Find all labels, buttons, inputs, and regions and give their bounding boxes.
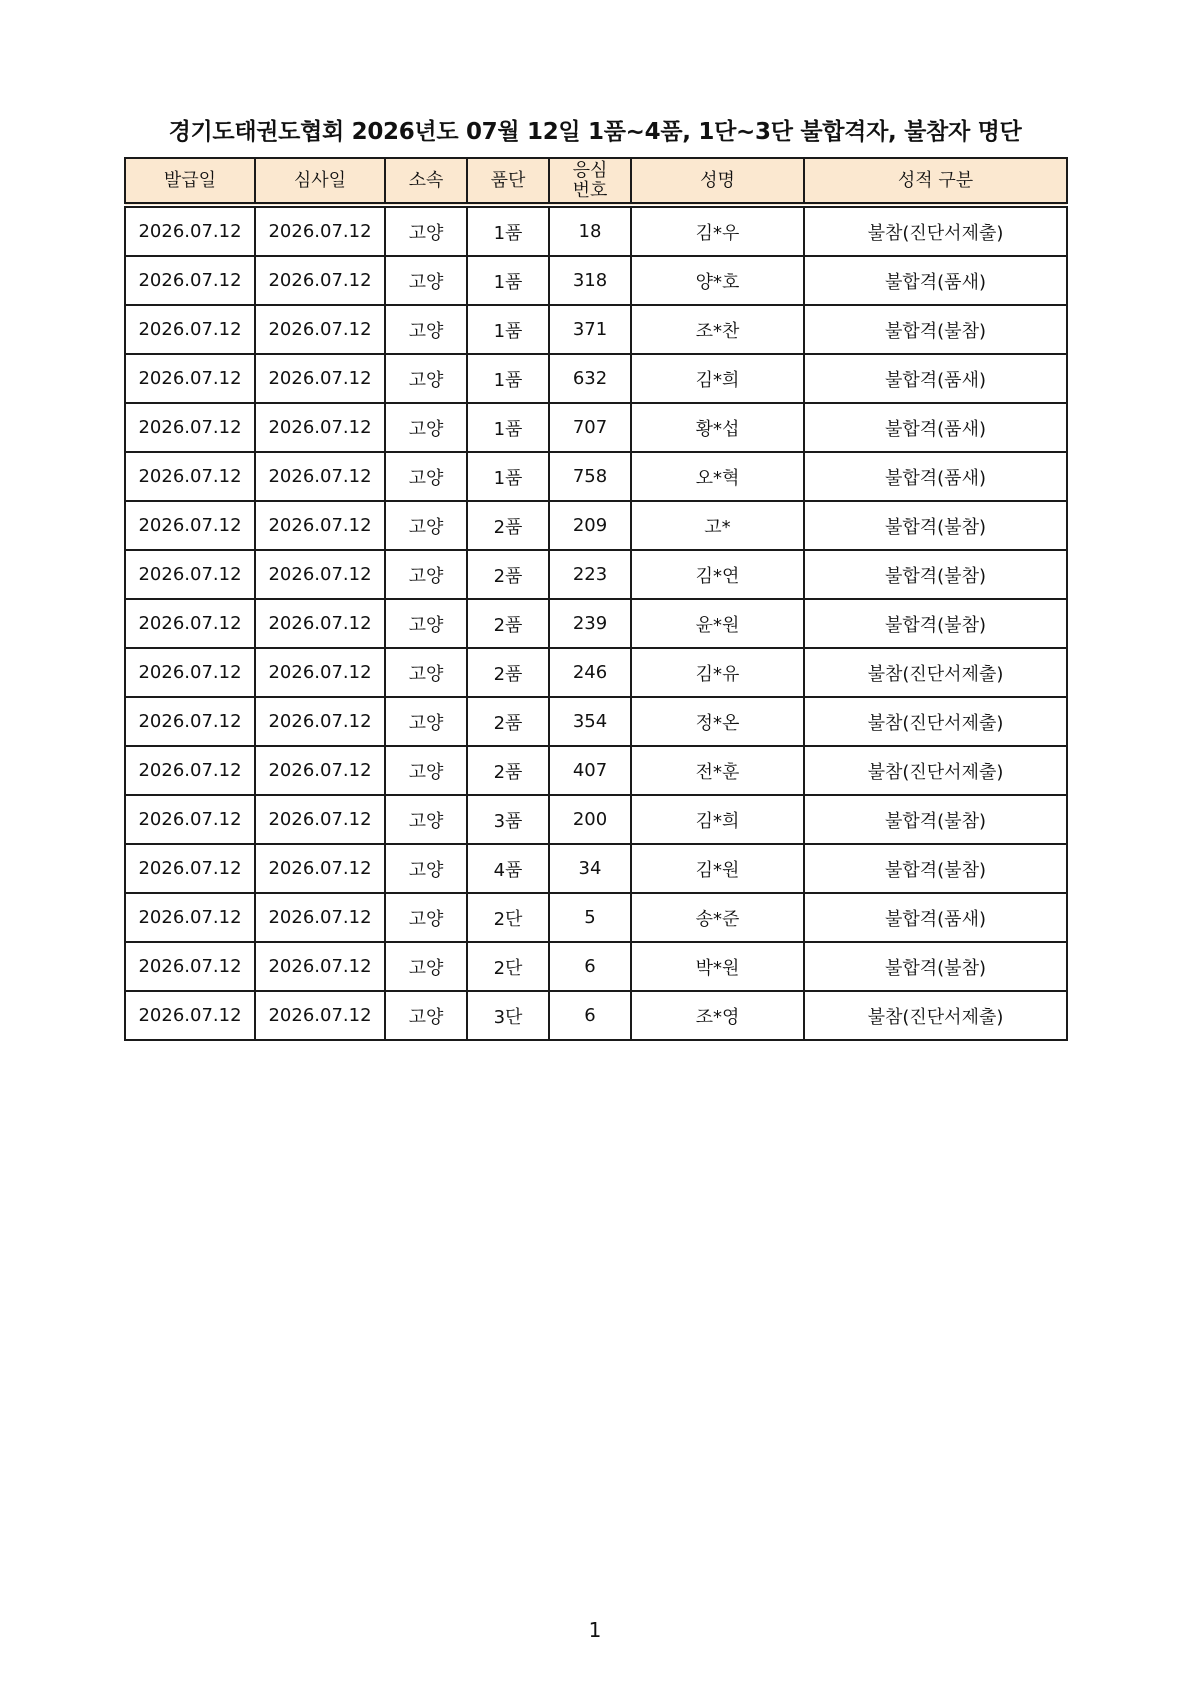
table-row [125, 205, 1067, 256]
cell-name: 김*원 [631, 844, 804, 893]
table-row [125, 305, 1067, 354]
cell-exam-date: 2026.07.12 [255, 795, 385, 844]
cell-exam-number: 371 [549, 305, 631, 354]
cell-result: 불참(진단서제출) [804, 205, 1067, 256]
cell-exam-date: 2026.07.12 [255, 403, 385, 452]
cell-exam-date: 2026.07.12 [255, 305, 385, 354]
table-row [125, 256, 1067, 305]
cell-issue-date: 2026.07.12 [125, 599, 255, 648]
cell-affiliation: 고양 [385, 550, 467, 599]
header-affiliation: 소속 [385, 158, 467, 205]
cell-exam-number: 223 [549, 550, 631, 599]
cell-exam-date: 2026.07.12 [255, 697, 385, 746]
cell-affiliation: 고양 [385, 354, 467, 403]
cell-affiliation: 고양 [385, 452, 467, 501]
header-result: 성적 구분 [804, 158, 1067, 205]
table-row [125, 403, 1067, 452]
header-issue-date: 발급일 [125, 158, 255, 205]
cell-rank: 2품 [467, 501, 549, 550]
table-row [125, 697, 1067, 746]
cell-rank: 2품 [467, 697, 549, 746]
cell-result: 불참(진단서제출) [804, 697, 1067, 746]
cell-result: 불합격(불참) [804, 795, 1067, 844]
cell-exam-number: 632 [549, 354, 631, 403]
table-row [125, 746, 1067, 795]
cell-name: 고* [631, 501, 804, 550]
cell-rank: 4품 [467, 844, 549, 893]
header-exam-date: 심사일 [255, 158, 385, 205]
cell-affiliation: 고양 [385, 893, 467, 942]
header-exam-number [549, 158, 631, 205]
cell-issue-date: 2026.07.12 [125, 697, 255, 746]
cell-exam-number: 707 [549, 403, 631, 452]
cell-exam-date: 2026.07.12 [255, 991, 385, 1040]
cell-name: 김*희 [631, 795, 804, 844]
cell-rank: 1품 [467, 452, 549, 501]
table-row [125, 550, 1067, 599]
page-number: 1 [588, 1618, 602, 1642]
cell-affiliation: 고양 [385, 942, 467, 991]
cell-affiliation: 고양 [385, 697, 467, 746]
cell-exam-number: 209 [549, 501, 631, 550]
cell-exam-number: 6 [549, 942, 631, 991]
cell-result: 불합격(불참) [804, 942, 1067, 991]
cell-exam-date: 2026.07.12 [255, 599, 385, 648]
table-row [125, 991, 1067, 1040]
cell-name: 조*영 [631, 991, 804, 1040]
cell-affiliation: 고양 [385, 648, 467, 697]
cell-affiliation: 고양 [385, 205, 467, 256]
cell-result: 불합격(불참) [804, 550, 1067, 599]
cell-rank: 2단 [467, 942, 549, 991]
cell-exam-date: 2026.07.12 [255, 354, 385, 403]
cell-result: 불참(진단서제출) [804, 746, 1067, 795]
header-row [125, 158, 1067, 205]
cell-name: 송*준 [631, 893, 804, 942]
table-row [125, 942, 1067, 991]
cell-exam-date: 2026.07.12 [255, 746, 385, 795]
cell-issue-date: 2026.07.12 [125, 795, 255, 844]
cell-issue-date: 2026.07.12 [125, 844, 255, 893]
cell-exam-date: 2026.07.12 [255, 205, 385, 256]
cell-exam-date: 2026.07.12 [255, 452, 385, 501]
cell-affiliation: 고양 [385, 501, 467, 550]
cell-result: 불합격(품새) [804, 893, 1067, 942]
cell-exam-number: 6 [549, 991, 631, 1040]
cell-exam-number: 246 [549, 648, 631, 697]
cell-issue-date: 2026.07.12 [125, 746, 255, 795]
cell-issue-date: 2026.07.12 [125, 305, 255, 354]
cell-exam-number: 354 [549, 697, 631, 746]
cell-result: 불합격(불참) [804, 599, 1067, 648]
cell-exam-number: 318 [549, 256, 631, 305]
cell-name: 윤*원 [631, 599, 804, 648]
cell-issue-date: 2026.07.12 [125, 991, 255, 1040]
cell-issue-date: 2026.07.12 [125, 403, 255, 452]
cell-exam-date: 2026.07.12 [255, 256, 385, 305]
cell-exam-number: 18 [549, 205, 631, 256]
cell-result: 불합격(불참) [804, 844, 1067, 893]
table-row [125, 844, 1067, 893]
cell-name: 박*원 [631, 942, 804, 991]
cell-name: 황*섭 [631, 403, 804, 452]
header-name: 성명 [631, 158, 804, 205]
cell-issue-date: 2026.07.12 [125, 354, 255, 403]
cell-exam-date: 2026.07.12 [255, 844, 385, 893]
cell-rank: 2단 [467, 893, 549, 942]
cell-issue-date: 2026.07.12 [125, 256, 255, 305]
cell-affiliation: 고양 [385, 403, 467, 452]
cell-issue-date: 2026.07.12 [125, 205, 255, 256]
cell-affiliation: 고양 [385, 991, 467, 1040]
table-row [125, 893, 1067, 942]
cell-issue-date: 2026.07.12 [125, 893, 255, 942]
cell-exam-number: 407 [549, 746, 631, 795]
cell-result: 불합격(품새) [804, 452, 1067, 501]
cell-rank: 2품 [467, 746, 549, 795]
cell-affiliation: 고양 [385, 795, 467, 844]
cell-issue-date: 2026.07.12 [125, 648, 255, 697]
cell-exam-number: 5 [549, 893, 631, 942]
table-row [125, 795, 1067, 844]
cell-rank: 1품 [467, 305, 549, 354]
cell-name: 김*연 [631, 550, 804, 599]
cell-issue-date: 2026.07.12 [125, 550, 255, 599]
cell-result: 불참(진단서제출) [804, 648, 1067, 697]
cell-rank: 1품 [467, 403, 549, 452]
cell-result: 불합격(불참) [804, 305, 1067, 354]
cell-exam-date: 2026.07.12 [255, 893, 385, 942]
roster-table [124, 157, 1068, 1041]
cell-result: 불합격(품새) [804, 403, 1067, 452]
cell-exam-number: 758 [549, 452, 631, 501]
cell-result: 불합격(품새) [804, 256, 1067, 305]
cell-name: 오*혁 [631, 452, 804, 501]
cell-rank: 2품 [467, 648, 549, 697]
cell-rank: 1품 [467, 354, 549, 403]
header-rank: 품단 [467, 158, 549, 205]
cell-exam-number: 34 [549, 844, 631, 893]
cell-issue-date: 2026.07.12 [125, 452, 255, 501]
cell-issue-date: 2026.07.12 [125, 501, 255, 550]
cell-exam-number: 200 [549, 795, 631, 844]
cell-affiliation: 고양 [385, 305, 467, 354]
cell-exam-date: 2026.07.12 [255, 648, 385, 697]
cell-name: 김*유 [631, 648, 804, 697]
table-row [125, 501, 1067, 550]
cell-rank: 3단 [467, 991, 549, 1040]
table-row [125, 354, 1067, 403]
cell-name: 양*호 [631, 256, 804, 305]
cell-result: 불합격(품새) [804, 354, 1067, 403]
cell-rank: 2품 [467, 550, 549, 599]
cell-rank: 1품 [467, 256, 549, 305]
cell-name: 조*찬 [631, 305, 804, 354]
cell-exam-date: 2026.07.12 [255, 550, 385, 599]
cell-affiliation: 고양 [385, 256, 467, 305]
cell-affiliation: 고양 [385, 844, 467, 893]
table-row [125, 452, 1067, 501]
table-row [125, 648, 1067, 697]
roster-body [125, 205, 1067, 1040]
cell-name: 정*온 [631, 697, 804, 746]
cell-exam-number: 239 [549, 599, 631, 648]
cell-rank: 3품 [467, 795, 549, 844]
cell-result: 불합격(불참) [804, 501, 1067, 550]
cell-result: 불참(진단서제출) [804, 991, 1067, 1040]
cell-affiliation: 고양 [385, 599, 467, 648]
table-row [125, 599, 1067, 648]
header-exam-number-line1: 응심 [572, 159, 608, 181]
cell-exam-date: 2026.07.12 [255, 942, 385, 991]
cell-name: 김*우 [631, 205, 804, 256]
cell-exam-date: 2026.07.12 [255, 501, 385, 550]
cell-rank: 1품 [467, 205, 549, 256]
cell-issue-date: 2026.07.12 [125, 942, 255, 991]
cell-name: 김*희 [631, 354, 804, 403]
cell-name: 전*훈 [631, 746, 804, 795]
cell-affiliation: 고양 [385, 746, 467, 795]
cell-rank: 2품 [467, 599, 549, 648]
header-exam-number-line2: 번호 [572, 179, 608, 201]
page-title: 경기도태권도협회 2026년도 07월 12일 1품~4품, 1단~3단 불합격자, 불참자 명단 [168, 119, 1022, 145]
